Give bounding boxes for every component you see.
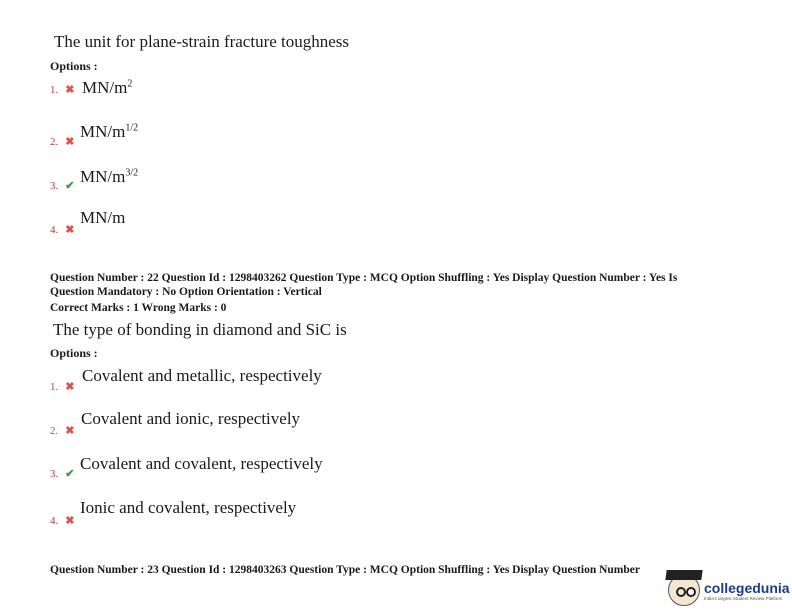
wrong-mark-icon: ✖ — [65, 381, 75, 393]
wrong-mark-icon: ✖ — [65, 425, 75, 437]
option-exponent: 1/2 — [125, 122, 139, 134]
option-text: Covalent and covalent, respectively — [80, 454, 323, 473]
option-text — [80, 167, 138, 187]
option-number: 2. — [50, 425, 59, 437]
option-text: Covalent and ionic, respectively — [81, 409, 301, 428]
options-label: Options : — [50, 346, 98, 360]
option-unit: MN/m — [82, 78, 128, 97]
option-number: 2. — [50, 136, 59, 148]
option-number: 4. — [50, 515, 59, 527]
option-exponent: 3/2 — [125, 167, 139, 179]
option-text — [80, 122, 138, 142]
option-row — [50, 80, 74, 98]
mascot-face-icon — [668, 574, 700, 606]
question-text: The unit for plane-strain fracture toughness — [54, 32, 350, 51]
question-meta-line: Question Number : 23 Question Id : 1298403263 Question Type : MCQ Option Shuffling : Yes Display Question Number — [50, 564, 640, 576]
option-number: 3. — [50, 468, 59, 480]
option-text: Covalent and metallic, respectively — [82, 366, 322, 385]
correct-check-icon: ✔ — [65, 180, 75, 192]
option-text — [82, 78, 132, 98]
correct-check-icon: ✔ — [65, 468, 75, 480]
wrong-mark-icon: ✖ — [65, 515, 75, 527]
option-unit: MN/m — [80, 167, 126, 186]
options-label: Options : — [50, 59, 98, 73]
option-row — [50, 220, 74, 238]
option-row — [50, 421, 74, 439]
option-number: 1. — [50, 84, 59, 96]
question-meta-line: Question Mandatory : No Option Orientation : Vertical — [50, 286, 322, 298]
wrong-mark-icon: ✖ — [65, 224, 75, 236]
option-row — [50, 176, 74, 194]
option-row — [50, 132, 74, 150]
wrong-mark-icon: ✖ — [65, 136, 75, 148]
option-number: 3. — [50, 180, 59, 192]
question-meta-line: Question Number : 22 Question Id : 1298403262 Question Type : MCQ Option Shuffling : Yes Display Question Number : Yes Is — [50, 272, 678, 284]
collegedunia-logo — [668, 568, 792, 612]
wrong-mark-icon: ✖ — [65, 84, 75, 96]
option-number: 4. — [50, 224, 59, 236]
logo-name: collegedunia — [704, 579, 790, 596]
option-row — [50, 377, 74, 395]
option-unit: MN/m — [80, 122, 126, 141]
question-text: The type of bonding in diamond and SiC is — [53, 320, 347, 339]
option-text: MN/m — [80, 208, 126, 227]
option-row — [50, 464, 74, 482]
question-marks: Correct Marks : 1 Wrong Marks : 0 — [50, 302, 227, 314]
option-text: Ionic and covalent, respectively — [80, 498, 297, 517]
option-exponent: 2 — [127, 78, 133, 90]
option-number: 1. — [50, 381, 59, 393]
logo-tagline: India's largest Student Review Platform — [704, 595, 783, 601]
option-row — [50, 511, 74, 529]
